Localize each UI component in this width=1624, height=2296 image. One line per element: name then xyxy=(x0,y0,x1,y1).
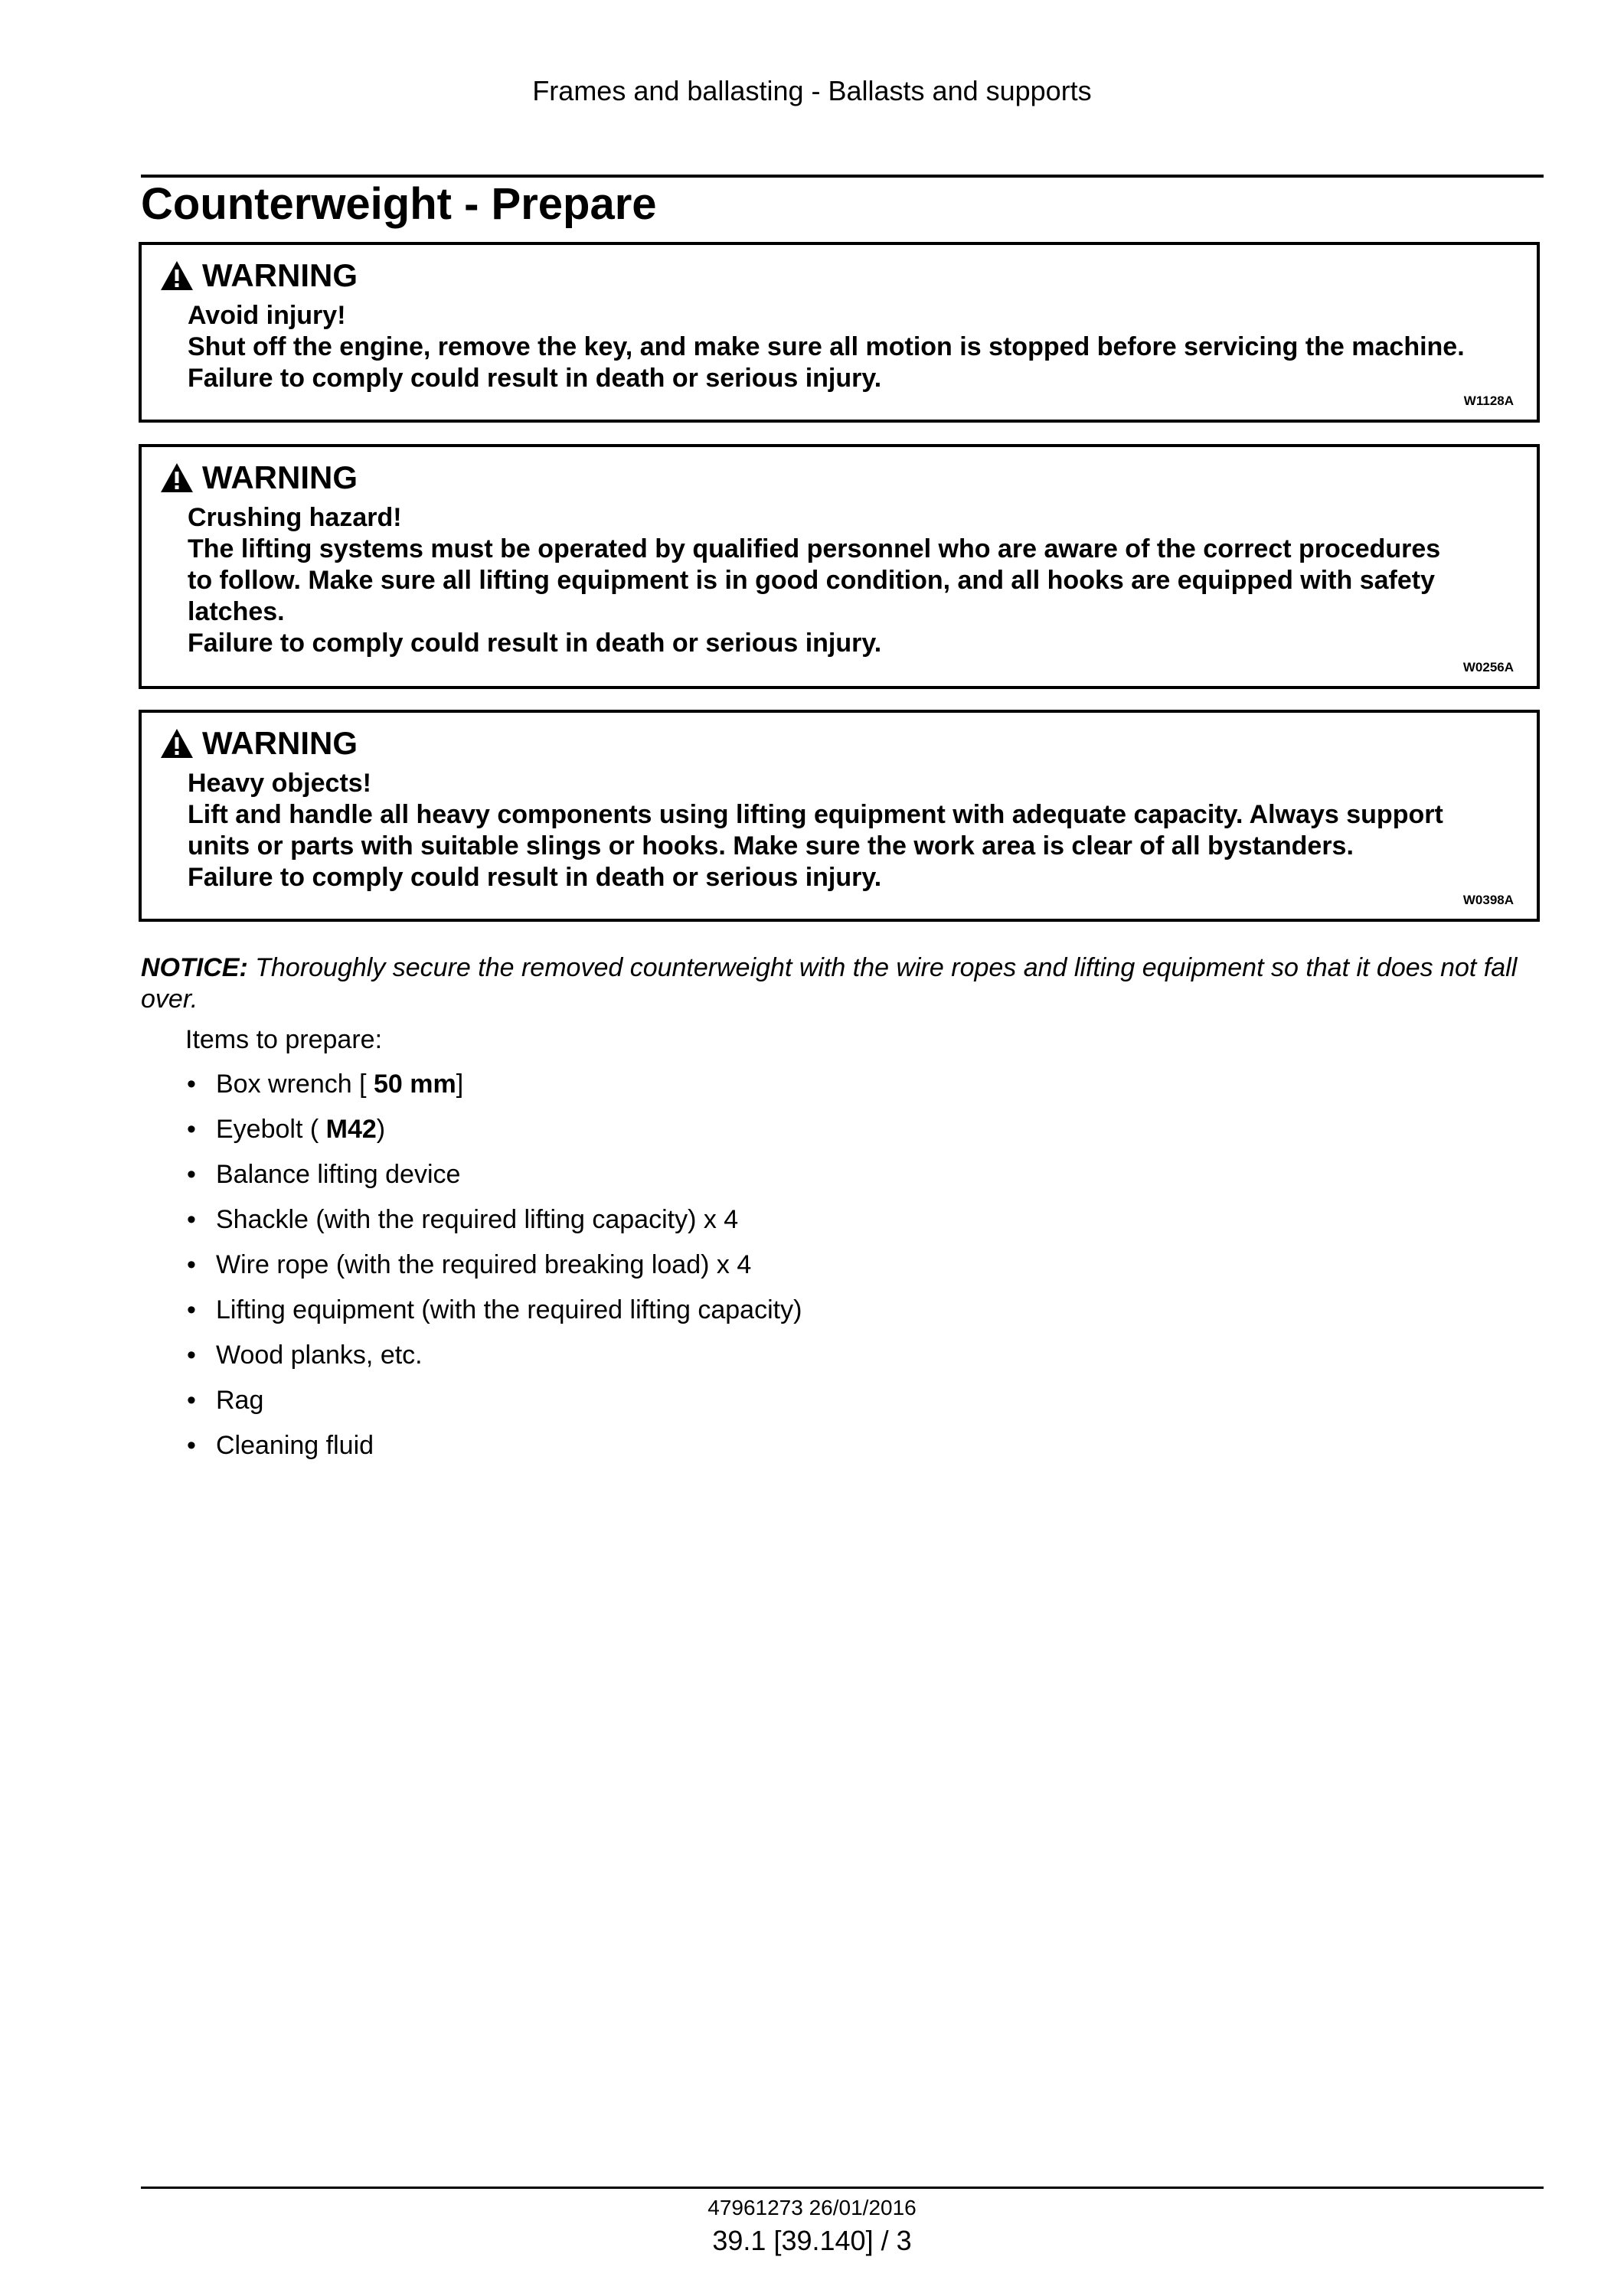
bullet: • xyxy=(187,1341,196,1370)
footer-doc-code: 47961273 26/01/2016 xyxy=(707,2196,917,2219)
list-item: • Balance lifting device xyxy=(182,1160,802,1205)
bullet: • xyxy=(187,1250,196,1279)
warning-line: The lifting systems must be operated by qualified personnel who are aware of the correct procedures xyxy=(188,534,1441,563)
bottom-divider xyxy=(141,2187,1544,2189)
warning-line: units or parts with suitable slings or hooks. Make sure the work area is clear of all bystanders. xyxy=(188,831,1354,861)
warning-heading xyxy=(159,459,358,496)
warning-line: Shut off the engine, remove the key, and make sure all motion is stopped before servicing the machine. xyxy=(188,332,1465,361)
warning-line: latches. xyxy=(188,597,285,626)
warning-line: Lift and handle all heavy components using lifting equipment with adequate capacity. Always support xyxy=(188,800,1443,829)
warning-code: W1128A xyxy=(1463,394,1514,408)
warning-box-heavy-objects xyxy=(139,710,1540,922)
bullet: • xyxy=(187,1160,196,1189)
running-header: Frames and ballasting - Ballasts and supports xyxy=(532,75,1092,106)
warning-heading xyxy=(159,257,358,294)
warning-label: WARNING xyxy=(202,725,358,761)
list-item: • Wood planks, etc. xyxy=(182,1341,802,1386)
list-item: • Wire rope (with the required breaking load) x 4 xyxy=(182,1250,802,1295)
bullet: • xyxy=(187,1431,196,1460)
top-divider xyxy=(141,175,1544,178)
warning-code: W0398A xyxy=(1462,893,1514,907)
bullet: • xyxy=(187,1295,196,1324)
warning-heading xyxy=(159,725,358,762)
warning-label: WARNING xyxy=(202,459,358,495)
warning-line: Heavy objects! xyxy=(188,769,371,798)
warning-box-injury xyxy=(139,242,1540,423)
warning-line: Failure to comply could result in death or serious injury. xyxy=(188,863,882,892)
warning-box-crushing xyxy=(139,444,1540,689)
warning-line: Avoid injury! xyxy=(188,301,346,330)
list-item: • Shackle (with the required lifting capacity) x 4 xyxy=(182,1205,802,1250)
notice-paragraph xyxy=(141,952,1547,1015)
list-item: • Cleaning fluid xyxy=(182,1431,802,1476)
footer-page-reference: 39.1 [39.140] / 3 xyxy=(712,2225,912,2256)
items-list xyxy=(182,1070,802,1476)
warning-text xyxy=(188,300,1624,394)
bullet: • xyxy=(187,1205,196,1234)
list-item: • Box wrench [ 50 mm] xyxy=(182,1070,802,1115)
warning-triangle-icon xyxy=(159,462,194,494)
warning-triangle-icon xyxy=(159,260,194,292)
items-label: Items to prepare: xyxy=(185,1025,383,1054)
warning-line: Failure to comply could result in death or serious injury. xyxy=(188,629,882,658)
list-item: • Lifting equipment (with the required lifting capacity) xyxy=(182,1295,802,1341)
notice-label: NOTICE: xyxy=(141,953,248,982)
page-title: Counterweight - Prepare xyxy=(141,179,657,229)
warning-text xyxy=(188,502,1624,659)
bullet: • xyxy=(187,1115,196,1144)
warning-label: WARNING xyxy=(202,257,358,293)
list-item: • Rag xyxy=(182,1386,802,1431)
warning-line: to follow. Make sure all lifting equipment is in good condition, and all hooks are equipped with safety xyxy=(188,566,1435,595)
notice-text: Thoroughly secure the removed counterweight with the wire ropes and lifting equipment so that it does not fall over. xyxy=(141,953,1518,1014)
warning-line: Failure to comply could result in death or serious injury. xyxy=(188,364,882,393)
bullet: • xyxy=(187,1386,196,1415)
warning-triangle-icon xyxy=(159,727,194,759)
list-item: • Eyebolt ( M42) xyxy=(182,1115,802,1160)
warning-code: W0256A xyxy=(1462,660,1514,674)
bullet: • xyxy=(187,1070,196,1099)
warning-line: Crushing hazard! xyxy=(188,503,402,532)
warning-text xyxy=(188,768,1624,893)
